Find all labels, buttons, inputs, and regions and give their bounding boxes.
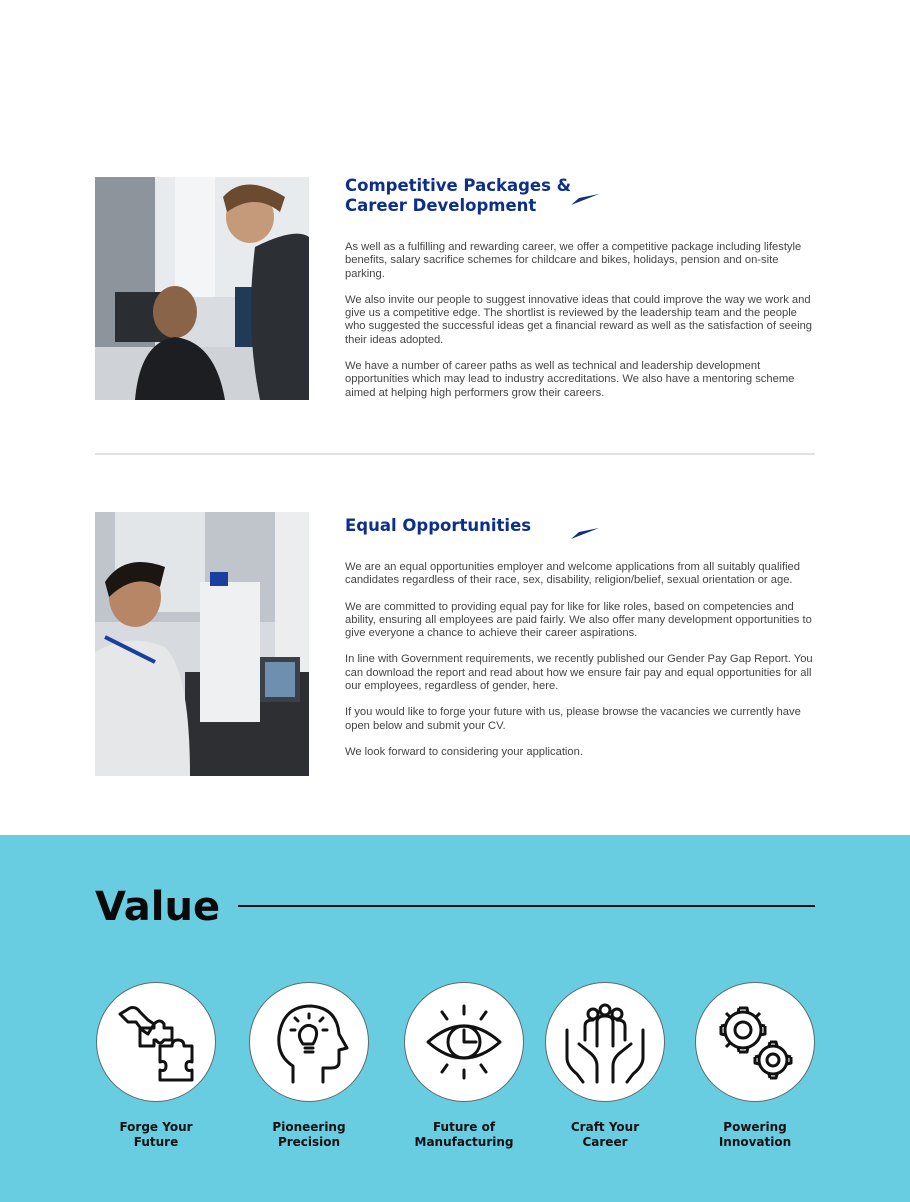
value-label (76, 1120, 236, 1150)
value-label-line: Powering (723, 1120, 787, 1134)
section-content (345, 516, 815, 772)
paragraph: We are committed to providing equal pay for like for like roles, based on competencies and ability, ensuring all employees are paid fairly. We also offer many development opportunities to give everyone a chance to achieve their career aspirations. (345, 600, 812, 640)
section-body (345, 241, 815, 400)
value-label-line: Future of (432, 1120, 496, 1134)
value-icon-circle (404, 982, 524, 1102)
value-label (525, 1120, 685, 1150)
paragraph: As well as a fulfilling and rewarding career, we offer a competitive package including lifestyle benefits, salary sacrifice schemes for childcare and bikes, holidays, pension and on-site parking. (345, 241, 802, 280)
paper-plane-icon (571, 192, 599, 206)
gears-icon (713, 1000, 797, 1084)
eye-clock-icon (422, 1000, 506, 1084)
value-title-rule (238, 905, 815, 907)
paragraph: We are an equal opportunities employer and welcome applications from all suitably qualified candidates regardless of their race, sex, disability, religion/belief, sexual orientation or age. (345, 561, 801, 587)
paragraph: In line with Government requirements, we recently published our Gender Pay Gap Report. You can download the report and read about how we ensure fair pay and equal opportunities for all our employees, regardless of gender, here. (345, 653, 813, 693)
value-item-powering-innovation[interactable] (675, 982, 835, 1150)
heading-row (345, 176, 815, 216)
hands-people-icon (563, 1000, 647, 1084)
section-equal-opportunities (95, 512, 815, 776)
section-divider (95, 453, 815, 455)
section-competitive-packages (95, 177, 815, 400)
value-label-line: Future (133, 1135, 179, 1149)
value-icon-circle (545, 982, 665, 1102)
section-content (345, 176, 815, 413)
value-label-line: Pioneering (272, 1120, 346, 1134)
value-item-craft-your-career[interactable] (525, 982, 685, 1150)
value-label-line: Forge Your (119, 1120, 193, 1134)
paragraph: We also invite our people to suggest innovative ideas that could improve the way we work and give us a competitive edge. The shortlist is reviewed by the leadership team and the people who suggested the successful ideas get a financial reward as well as the satisfaction of seeing their ideas adopted. (345, 293, 813, 346)
value-label-line: Manufacturing (414, 1135, 514, 1149)
paragraph: We look forward to considering your application. (345, 745, 583, 758)
value-label-line: Precision (277, 1135, 341, 1149)
value-title: Value (95, 884, 221, 930)
puzzle-hand-icon (114, 1000, 198, 1084)
heading-line-1: Competitive Packages & (345, 176, 572, 195)
section-body (345, 561, 815, 759)
value-section (0, 835, 910, 1202)
heading-row (345, 516, 815, 536)
office-photo (95, 177, 309, 400)
lab-photo (95, 512, 309, 776)
section-heading: Equal Opportunities (345, 516, 532, 535)
value-label-line: Career (582, 1135, 628, 1149)
paragraph: If you would like to forge your future with us, please browse the vacancies we currently have open below and submit your CV. (345, 706, 801, 732)
value-label-line: Innovation (718, 1135, 792, 1149)
head-lightbulb-icon (267, 1000, 351, 1084)
value-item-pioneering-precision[interactable] (229, 982, 389, 1150)
value-item-forge-your-future[interactable] (76, 982, 236, 1150)
value-label (384, 1120, 544, 1150)
value-label-line: Craft Your (570, 1120, 640, 1134)
value-icon-circle (96, 982, 216, 1102)
value-icon-circle (695, 982, 815, 1102)
value-item-future-of-manufacturing[interactable] (384, 982, 544, 1150)
paper-plane-icon (571, 526, 599, 540)
value-icon-circle (249, 982, 369, 1102)
paragraph: We have a number of career paths as well as technical and leadership development opportunities which may lead to industry accreditations. We also have a mentoring scheme aimed at helping high performers grow their careers. (345, 360, 795, 399)
value-label (675, 1120, 835, 1150)
heading-line-2: Career Development (345, 196, 537, 215)
value-label (229, 1120, 389, 1150)
